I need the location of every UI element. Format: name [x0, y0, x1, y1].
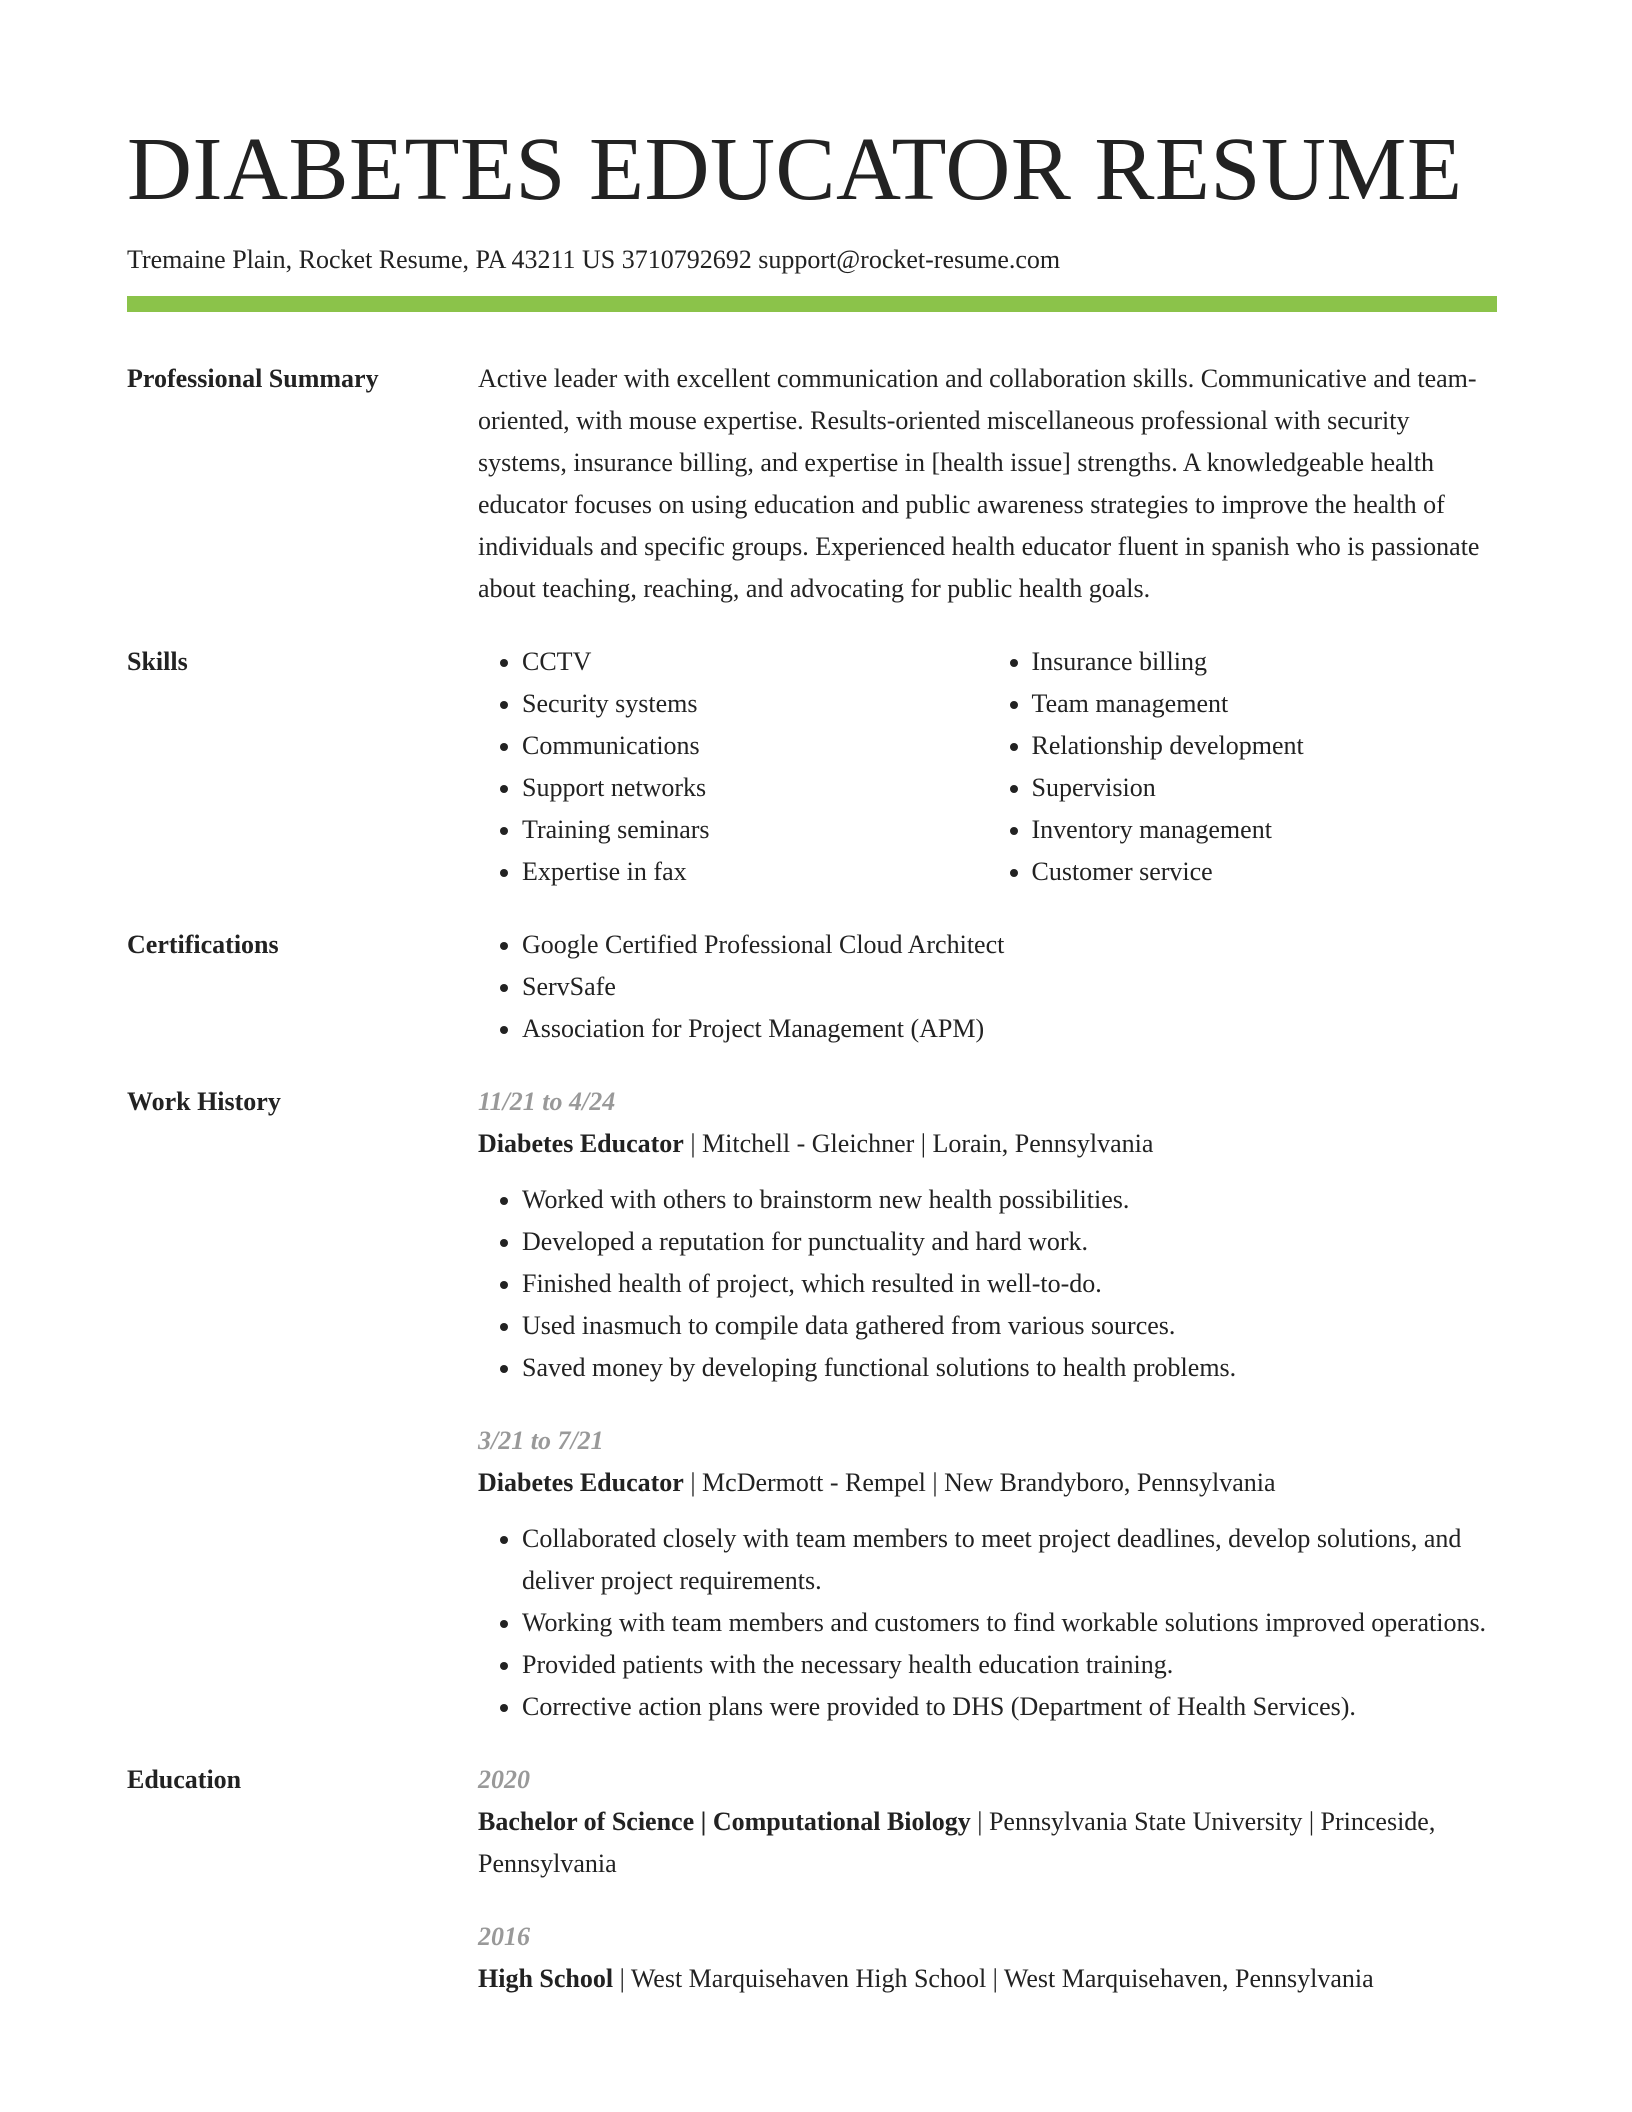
skill-item: • Inventory management	[1032, 809, 1498, 851]
summary-text: Active leader with excellent communication and collaboration skills. Communicative and team-oriented, with mouse expertise. Results-oriented miscellaneous professional with security systems, insurance billing, and expertise in [health issue] strengths. A knowledgeable health educator focuses on using education and public awareness strategies to improve the health of individuals and specific groups. Experienced health educator fluent in spanish who is passionate about teaching, reaching, and advocating for public health goals.	[478, 364, 1480, 603]
certification-item: • Google Certified Professional Cloud Architect	[522, 924, 1497, 966]
job-title: Diabetes Educator	[478, 1468, 684, 1497]
summary-section	[127, 358, 1497, 610]
job-bullet: • Provided patients with the necessary health education training.	[522, 1644, 1497, 1686]
skill-item: • Insurance billing	[1032, 641, 1498, 683]
education-section	[127, 1759, 1497, 2000]
job-bullets	[478, 1518, 1497, 1728]
contact-line: Tremaine Plain, Rocket Resume, PA 43211 US 3710792692 support@rocket-resume.com	[127, 245, 1061, 274]
job-bullet: • Used inasmuch to compile data gathered from various sources.	[522, 1305, 1497, 1347]
skill-item: • Supervision	[1032, 767, 1498, 809]
job-dates: 3/21 to 7/21	[478, 1426, 604, 1455]
education-degree: Bachelor of Science | Computational Biology	[478, 1807, 971, 1836]
education-label: Education	[127, 1765, 242, 1794]
skill-item: • Expertise in fax	[522, 851, 988, 893]
certifications-section	[127, 924, 1497, 1050]
education-year: 2020	[478, 1765, 530, 1794]
skills-section	[127, 641, 1497, 893]
certification-item: • ServSafe	[522, 966, 1497, 1008]
education-year: 2016	[478, 1922, 530, 1951]
certifications-label: Certifications	[127, 930, 279, 959]
education-details: | Pennsylvania State University | Princeside, Pennsylvania	[478, 1807, 1436, 1878]
skill-item: • Team management	[1032, 683, 1498, 725]
job-details: | McDermott - Rempel | New Brandyboro, Pennsylvania	[683, 1468, 1276, 1497]
education-entry	[478, 1759, 1497, 1885]
job-bullet: • Working with team members and customers to find workable solutions improved operations.	[522, 1602, 1497, 1644]
work-history-section	[127, 1081, 1497, 1728]
skill-item: • Customer service	[1032, 851, 1498, 893]
resume-page	[127, 118, 1497, 2000]
job-role-line	[478, 1462, 1497, 1504]
job-title: Diabetes Educator	[478, 1129, 684, 1158]
certification-item: • Association for Project Management (APM)	[522, 1008, 1497, 1050]
job-bullet: • Finished health of project, which resulted in well-to-do.	[522, 1263, 1497, 1305]
education-line	[478, 1801, 1497, 1885]
resume-title: DIABETES EDUCATOR RESUME	[127, 120, 1463, 219]
skill-item: • Support networks	[522, 767, 988, 809]
education-entry	[478, 1916, 1497, 2000]
job-details: | Mitchell - Gleichner | Lorain, Pennsylvania	[683, 1129, 1154, 1158]
education-details: | West Marquisehaven High School | West Marquisehaven, Pennsylvania	[613, 1964, 1374, 1993]
skill-item: • Communications	[522, 725, 988, 767]
summary-label: Professional Summary	[127, 364, 379, 393]
skill-item: • CCTV	[522, 641, 988, 683]
job-entry	[478, 1081, 1497, 1389]
job-bullet: • Worked with others to brainstorm new health possibilities.	[522, 1179, 1497, 1221]
skill-item: • Training seminars	[522, 809, 988, 851]
job-bullet: • Saved money by developing functional solutions to health problems.	[522, 1347, 1497, 1389]
certifications-list	[478, 924, 1497, 1050]
skill-item: • Security systems	[522, 683, 988, 725]
job-bullet: • Corrective action plans were provided to DHS (Department of Health Services).	[522, 1686, 1497, 1728]
skills-list-left	[478, 641, 988, 893]
education-degree: High School	[478, 1964, 614, 1993]
job-entry	[478, 1420, 1497, 1728]
job-bullet: • Developed a reputation for punctuality and hard work.	[522, 1221, 1497, 1263]
job-role-line	[478, 1123, 1497, 1165]
accent-divider	[127, 296, 1497, 312]
job-bullet: • Collaborated closely with team members to meet project deadlines, develop solutions, and deliver project requirements.	[522, 1518, 1497, 1602]
skill-item: • Relationship development	[1032, 725, 1498, 767]
skills-label: Skills	[127, 647, 188, 676]
skills-list-right	[988, 641, 1498, 893]
job-bullets	[478, 1179, 1497, 1389]
work-history-label: Work History	[127, 1087, 281, 1116]
education-line	[478, 1958, 1497, 2000]
job-dates: 11/21 to 4/24	[478, 1087, 616, 1116]
